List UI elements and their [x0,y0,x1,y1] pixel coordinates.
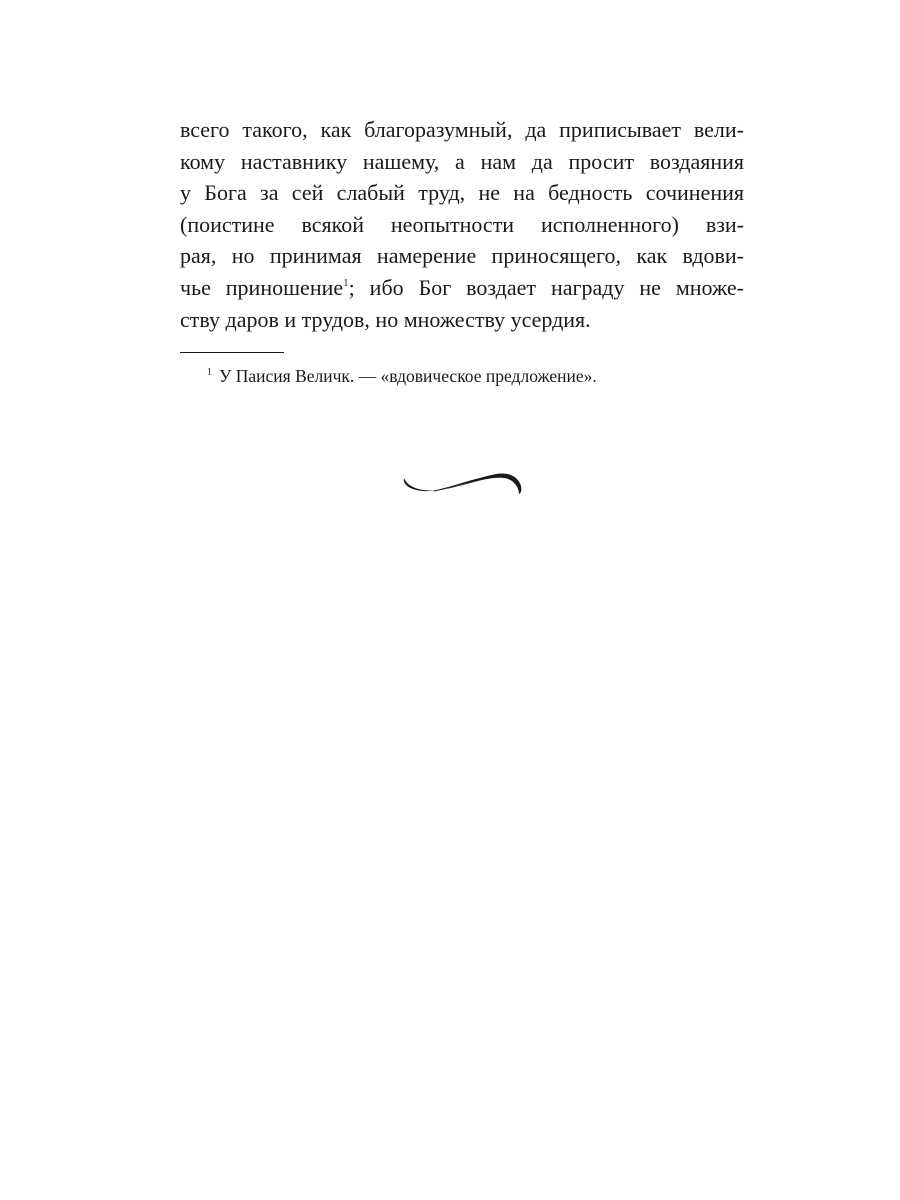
text-line: (поистине всякой неопытности исполненного) взи- [180,211,744,237]
text-line: у Бога за сей слабый труд, не на бедность сочинения [180,180,744,206]
footnote-divider [180,352,284,353]
text-line: кому наставнику нашему, а нам да просит воздаяния [180,148,744,174]
text-line: рая, но принимая намерение приносящего, как вдови- [180,243,744,269]
footnote [207,364,597,388]
body-paragraph [180,114,744,335]
footnote-mark: 1 [207,367,212,378]
text-line: всего такого, как благоразумный, да приписывает вели- [180,117,744,142]
footnote-text: У Паисия Величк. — «вдовическое предложение». [219,366,597,386]
text-segment: чье приношение [180,274,344,300]
swash-flourish-icon [400,466,524,496]
text-line: ству даров и трудов, но множеству усердия. [180,306,591,332]
text-line-with-footnote-ref [180,272,744,304]
text-segment: ; ибо Бог воздает награду не множе- [348,274,745,300]
footnote-reference[interactable]: 1 [343,276,349,289]
